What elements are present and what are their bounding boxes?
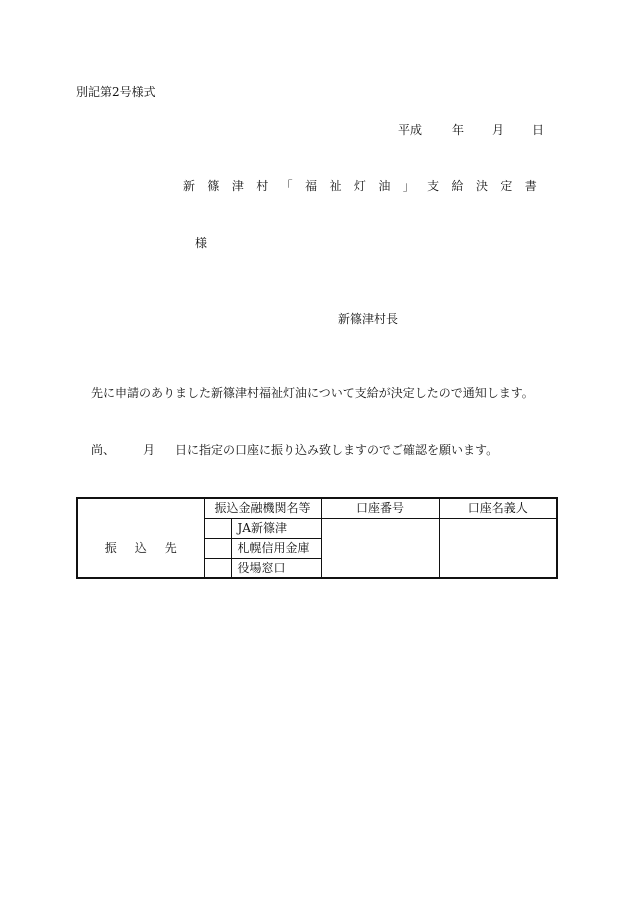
body-text-line2 <box>91 444 498 456</box>
date-day-unit: 日 <box>532 123 545 137</box>
form-number: 別記第2号様式 <box>76 85 156 99</box>
date-year-unit: 年 <box>452 123 465 137</box>
transfer-destination-table <box>76 497 558 579</box>
institution-checkbox-1[interactable] <box>204 518 231 538</box>
date-line <box>398 124 544 136</box>
body-line2-rest: 日に指定の口座に振り込み致しますのでご確認を願います。 <box>175 443 499 457</box>
date-era: 平成 <box>398 123 423 137</box>
body-line2-prefix: 尚、 <box>91 443 116 457</box>
row-label-transfer-destination: 振込先 <box>77 518 204 578</box>
institution-name-2: 札幌信用金庫 <box>231 538 321 558</box>
institution-checkbox-3[interactable] <box>204 558 231 578</box>
header-institution: 振込金融機関名等 <box>204 498 321 518</box>
document-title: 新 篠 津 村 「 福 祉 灯 油 」 支 給 決 定 書 <box>183 179 542 193</box>
addressee-suffix: 様 <box>195 236 208 250</box>
institution-name-1: JA新篠津 <box>231 518 321 538</box>
table-corner-cell <box>77 498 204 518</box>
institution-name-3: 役場窓口 <box>231 558 321 578</box>
institution-checkbox-2[interactable] <box>204 538 231 558</box>
issuer-name: 新篠津村長 <box>338 312 399 326</box>
body-line2-month: 月 <box>143 443 156 457</box>
account-number-field[interactable] <box>321 518 439 578</box>
body-text-line1: 先に申請のありました新篠津村福祉灯油について支給が決定したので通知します。 <box>91 386 534 400</box>
header-account-holder: 口座名義人 <box>439 498 557 518</box>
date-month-unit: 月 <box>492 123 505 137</box>
account-holder-field[interactable] <box>439 518 557 578</box>
header-account-number: 口座番号 <box>321 498 439 518</box>
